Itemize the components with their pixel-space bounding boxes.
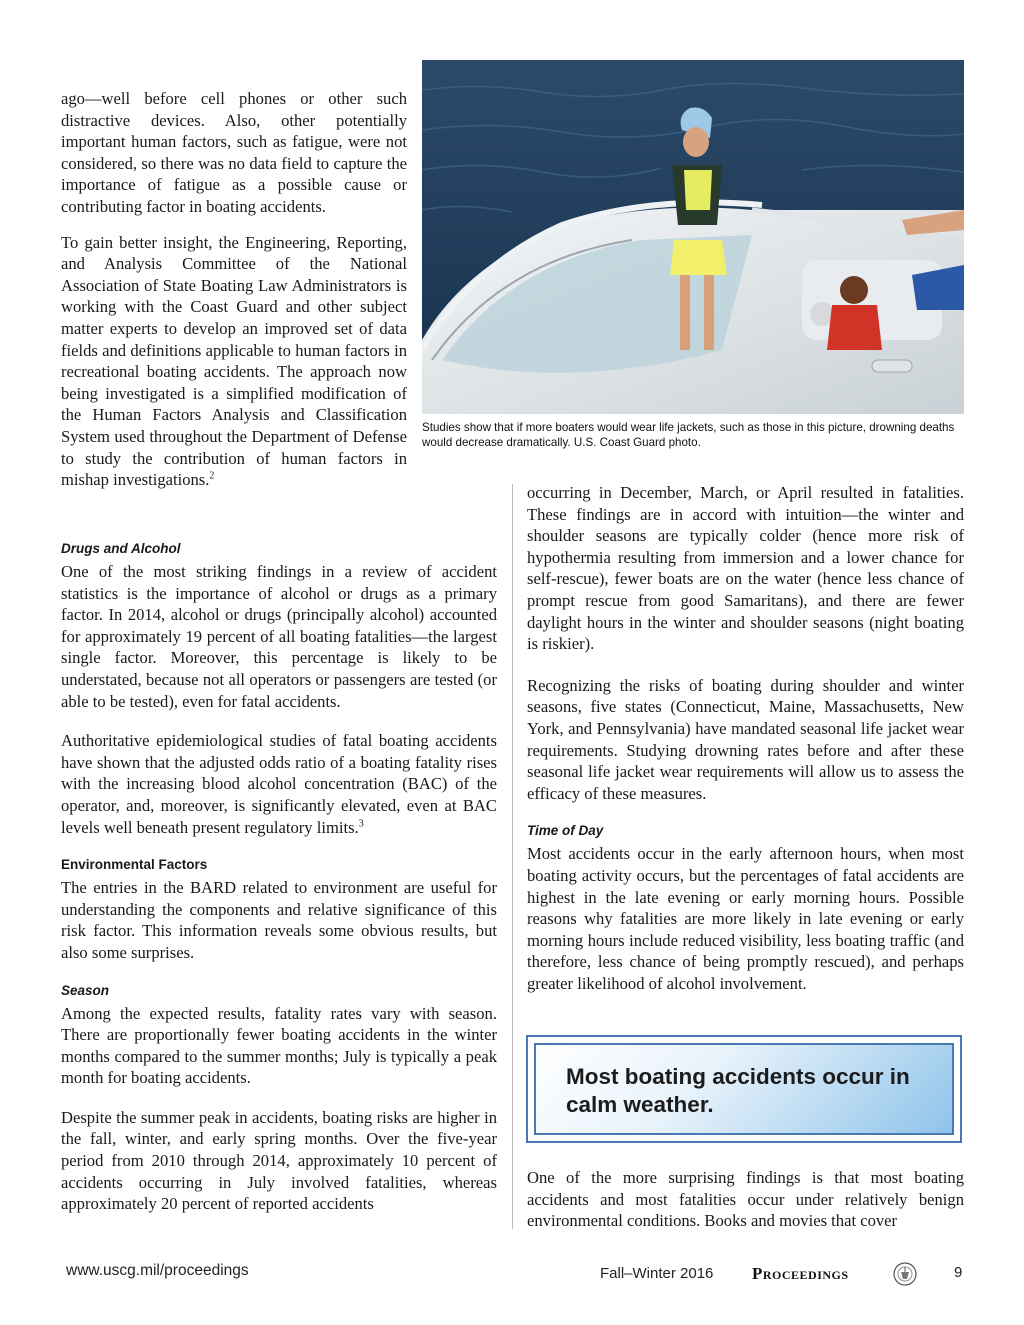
paragraph: One of the most striking findings in a review of accident statistics is the importance of alcohol or drugs as a primary factor. In 2014, alcohol or drugs (principally alcohol) accounted for approximately 19 percent of all boating fatalities—the largest single factor. Moreover, this percentage is likely to be understated, because not all operators or passengers are tested (or able to be tested), even for fatal accidents. [61, 562, 497, 711]
page-number: 9 [954, 1264, 963, 1281]
photo-caption: Studies show that if more boaters would wear life jackets, such as those in this picture, drowning deaths would decrease dramatically. U.S. Coast Guard photo. [422, 421, 955, 449]
section-heading: Time of Day [527, 823, 604, 839]
coast-guard-seal-icon [893, 1262, 917, 1286]
paragraph: One of the more surprising findings is that most boating accidents and most fatalities occur under relatively benign environmental conditions. Books and movies that cover [527, 1168, 964, 1231]
pull-quote [526, 1035, 962, 1143]
footnote-ref: 2 [209, 470, 215, 482]
footer-publication: Proceedings [752, 1264, 849, 1283]
paragraph: ago—well before cell phones or other such distractive devices. Also, other potentially important human factors, such as fatigue, were not considered, so there was no data field to capture the importance of fatigue as a possible cause or contributing factor in boating accidents. [61, 89, 407, 216]
left-column [61, 88, 407, 505]
pull-quote-text: Most boating accidents occur in calm weather. [534, 1043, 954, 1135]
paragraph: Among the expected results, fatality rates vary with season. There are proportionally fewer boating accidents in the winter months compared to the summer months; July is typically a peak month for boating accidents. [61, 1003, 497, 1088]
footnote-ref: 3 [358, 818, 364, 829]
right-column [527, 482, 964, 1008]
section-heading: Environmental Factors [61, 857, 208, 873]
boat-photo-illustration [422, 60, 964, 414]
paragraph: Authoritative epidemiological studies of fatal boating accidents have shown that the adjusted odds ratio of a boating fatality rises with the increasing blood alcohol concentration (BAC) of the operator, and, moreover, is significantly elevated, even at BAC levels well beneath present regulatory limits.$^3$ [61, 731, 497, 837]
paragraph: Recognizing the risks of boating during shoulder and winter seasons, five states (Connecticut, Maine, Massachusetts, New York, and Pennsylvania) have mandated seasonal life jacket wear requirements. Studying drowning rates before and after these seasonal life jacket wear requirements will allow us to assess the efficacy of these measures. [527, 675, 964, 803]
footer-url: www.uscg.mil/proceedings [66, 1262, 249, 1279]
boat-photo [422, 60, 964, 414]
left-column-lower [61, 536, 497, 1229]
paragraph: The entries in the BARD related to environment are useful for understanding the components and relative significance of this risk factor. This information reveals some obvious results, but also some surprises. [61, 878, 497, 962]
paragraph: Despite the summer peak in accidents, boating risks are higher in the fall, winter, and early spring months. Over the five-year period from 2010 through 2014, approximately 10 percent of accidents occurring in July involved fatalities, whereas approximately 20 percent of reported accidents [61, 1107, 497, 1214]
paragraph: Most accidents occur in the early afternoon hours, when most boating activity occurs, but the percentages of fatal accidents are highest in the late evening or early morning hours. Possible reasons why fatalities are more likely in late evening or early morning hours include reduced visibility, less boating traffic (and therefore, less chance of being promptly rescued), and perhaps greater likelihood of alcohol involvement. [527, 844, 964, 993]
footer-issue: Fall–Winter 2016 [600, 1265, 714, 1282]
section-heading: Drugs and Alcohol [61, 541, 181, 556]
paragraph: To gain better insight, the Engineering, Reporting, and Analysis Committee of the National Association of State Boating Law Administrators is working with the Coast Guard and other subject matter experts to develop an improved set of data fields and definitions applicable to human factors in recreational boating accidents. The approach now being investigated is a simplified modification of the Human Factors Analysis and Classification System used throughout the Department of Defense to study the contribution of human factors in mishap investigations.$^2$ [61, 232, 407, 490]
paragraph: occurring in December, March, or April resulted in fatalities. These findings are in accord with intuition—the winter and shoulder seasons are typically colder (hence more risk of hypothermia resulting from immersion and a lower chance for self-rescue), fewer boats are on the water (hence less chance of prompt rescue from good Samaritans), and there are fewer daylight hours in the winter and shoulder seasons (night boating is riskier). [527, 483, 964, 654]
right-column-bottom [527, 1167, 964, 1246]
section-heading: Season [61, 982, 110, 998]
column-divider [512, 484, 513, 1229]
